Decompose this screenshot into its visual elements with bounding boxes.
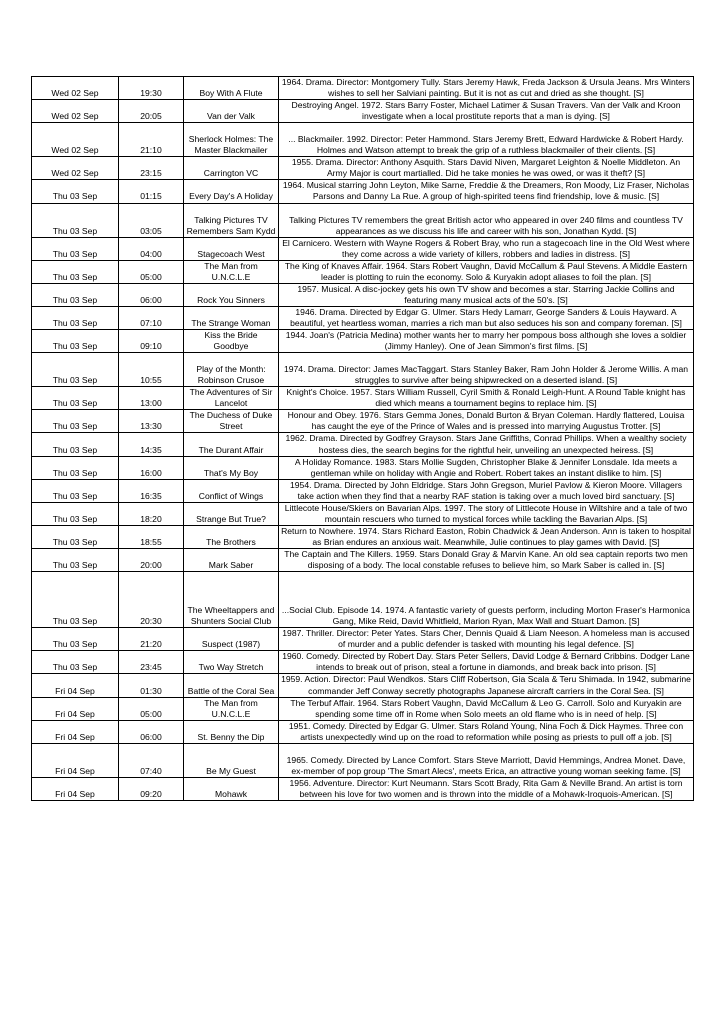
title-cell: Mohawk — [184, 777, 279, 800]
title-cell: St. Benny the Dip — [184, 720, 279, 743]
date-cell: Thu 03 Sep — [32, 651, 119, 674]
description-cell: 1951. Comedy. Directed by Edgar G. Ulmer. Stars Roland Young, Nina Foch & Dick Haymes. Three con artists unexpectedly wind up on the road to reformation while posing as priests to pull off a job. [S] — [279, 720, 694, 743]
date-cell: Thu 03 Sep — [32, 306, 119, 329]
schedule-row — [32, 697, 694, 720]
time-cell: 16:35 — [119, 479, 184, 502]
schedule-row — [32, 720, 694, 743]
description-cell: ...Social Club. Episode 14. 1974. A fantastic variety of guests perform, including Morton Fraser's Harmonica Gang, Mike Reid, David Whitfield, Marion Ryan, Max Wall and Stuart Damon. [S] — [279, 572, 694, 628]
time-cell: 21:20 — [119, 628, 184, 651]
date-cell: Thu 03 Sep — [32, 353, 119, 387]
title-cell: Battle of the Coral Sea — [184, 674, 279, 697]
time-cell: 04:00 — [119, 237, 184, 260]
time-cell: 01:30 — [119, 674, 184, 697]
schedule-row — [32, 479, 694, 502]
description-cell: 1960. Comedy. Directed by Robert Day. Stars Peter Sellers, David Lodge & Bernard Cribbins. Dodger Lane intends to break out of prison, steal a fortune in diamonds, and break back into prison. [S] — [279, 651, 694, 674]
schedule-row — [32, 203, 694, 237]
title-cell: The Man from U.N.C.L.E — [184, 260, 279, 283]
title-cell: The Durant Affair — [184, 433, 279, 456]
description-cell: Destroying Angel. 1972. Stars Barry Foster, Michael Latimer & Susan Travers. Van der Valk and Kroon investigate when a local prostitute reports that a man is dying. [S] — [279, 100, 694, 123]
schedule-row — [32, 283, 694, 306]
title-cell: Conflict of Wings — [184, 479, 279, 502]
schedule-row — [32, 572, 694, 628]
time-cell: 10:55 — [119, 353, 184, 387]
description-cell: The Terbuf Affair. 1964. Stars Robert Vaughn, David McCallum & Leo G. Carroll. Solo and Kuryakin are spending some time off in Rome when Solo meets an old flame who is in need of help. [S] — [279, 697, 694, 720]
date-cell: Thu 03 Sep — [32, 203, 119, 237]
title-cell: Two Way Stretch — [184, 651, 279, 674]
time-cell: 16:00 — [119, 456, 184, 479]
title-cell: Van der Valk — [184, 100, 279, 123]
title-cell: Kiss the Bride Goodbye — [184, 330, 279, 353]
date-cell: Fri 04 Sep — [32, 743, 119, 777]
schedule-row — [32, 260, 694, 283]
date-cell: Thu 03 Sep — [32, 479, 119, 502]
schedule-row — [32, 433, 694, 456]
time-cell: 18:20 — [119, 502, 184, 525]
description-cell: A Holiday Romance. 1983. Stars Mollie Sugden, Christopher Blake & Jennifer Lonsdale. Ida meets a gentleman while on holiday with Angie and Robert. Robert takes an instant dislike to him. [S] — [279, 456, 694, 479]
schedule-row — [32, 628, 694, 651]
title-cell: Stagecoach West — [184, 237, 279, 260]
date-cell: Wed 02 Sep — [32, 123, 119, 157]
title-cell: Mark Saber — [184, 548, 279, 571]
time-cell: 13:30 — [119, 410, 184, 433]
time-cell: 21:10 — [119, 123, 184, 157]
description-cell: 1987. Thriller. Director: Peter Yates. Stars Cher, Dennis Quaid & Liam Neeson. A homeless man is accused of murder and a public defender is tasked with mounting his legal defence. [S] — [279, 628, 694, 651]
title-cell: The Strange Woman — [184, 306, 279, 329]
description-cell: 1946. Drama. Directed by Edgar G. Ulmer. Stars Hedy Lamarr, George Sanders & Louis Hayward. A beautiful, yet heartless woman, marries a rich man but also seduces his son and company foreman. [S] — [279, 306, 694, 329]
schedule-row — [32, 502, 694, 525]
description-cell: 1954. Drama. Directed by John Eldridge. Stars John Gregson, Muriel Pavlow & Kieron Moore. Villagers take action when they find that a nearby RAF station is taking over a much loved bird sanctuary. [S] — [279, 479, 694, 502]
description-cell: Honour and Obey. 1976. Stars Gemma Jones, Donald Burton & Bryan Coleman. Hardly flattered, Louisa has caught the eye of the Prince of Wales and is pressed into marrying Augustus Trotter. [S] — [279, 410, 694, 433]
date-cell: Fri 04 Sep — [32, 777, 119, 800]
schedule-rows — [32, 77, 694, 801]
title-cell: Boy With A Flute — [184, 77, 279, 100]
schedule-row — [32, 353, 694, 387]
date-cell: Thu 03 Sep — [32, 260, 119, 283]
date-cell: Thu 03 Sep — [32, 502, 119, 525]
date-cell: Thu 03 Sep — [32, 548, 119, 571]
schedule-table — [31, 76, 694, 801]
date-cell: Thu 03 Sep — [32, 283, 119, 306]
description-cell: 1965. Comedy. Directed by Lance Comfort. Stars Steve Marriott, David Hemmings, Andrea Monet. Dave, ex-member of pop group 'The Smart Alecs', meets Erica, an attractive young woman seeking fame. [S] — [279, 743, 694, 777]
description-cell: 1944. Joan's (Patricia Medina) mother wants her to marry her pompous boss although she loves a soldier (Jimmy Hanley). One of Jean Simmon's first films. [S] — [279, 330, 694, 353]
date-cell: Wed 02 Sep — [32, 100, 119, 123]
date-cell: Thu 03 Sep — [32, 410, 119, 433]
description-cell: 1962. Drama. Directed by Godfrey Grayson. Stars Jane Griffiths, Conrad Phillips. When a wealthy society hostess dies, the search begins for the rightful heir, unveiling an unexpected heiress. [S] — [279, 433, 694, 456]
time-cell: 23:45 — [119, 651, 184, 674]
time-cell: 18:55 — [119, 525, 184, 548]
title-cell: Sherlock Holmes: The Master Blackmailer — [184, 123, 279, 157]
schedule-row — [32, 77, 694, 100]
schedule-row — [32, 100, 694, 123]
title-cell: The Man from U.N.C.L.E — [184, 697, 279, 720]
schedule-row — [32, 743, 694, 777]
description-cell: 1964. Drama. Director: Montgomery Tully. Stars Jeremy Hawk, Freda Jackson & Ursula Jeans. Mrs Winters wishes to sell her Salviani painting. But it is not as cut and dried as she thought. [S] — [279, 77, 694, 100]
description-cell: Knight's Choice. 1957. Stars William Russell, Cyril Smith & Ronald Leigh-Hunt. A Round Table knight has died which means a tournament begins to replace him. [S] — [279, 387, 694, 410]
schedule-row — [32, 387, 694, 410]
time-cell: 06:00 — [119, 720, 184, 743]
schedule-row — [32, 777, 694, 800]
date-cell: Wed 02 Sep — [32, 157, 119, 180]
time-cell: 19:30 — [119, 77, 184, 100]
date-cell: Thu 03 Sep — [32, 330, 119, 353]
description-cell: ... Blackmailer. 1992. Director: Peter Hammond. Stars Jeremy Brett, Edward Hardwicke & Robert Hardy. Holmes and Watson attempt to break the grip of a ruthless blackmailer of their clients. [S] — [279, 123, 694, 157]
date-cell: Fri 04 Sep — [32, 674, 119, 697]
schedule-row — [32, 180, 694, 203]
description-cell: The Captain and The Killers. 1959. Stars Donald Gray & Marvin Kane. An old sea captain reports two men disposing of a body. The local constable refuses to believe him, so Mark Saber is called in. [S] — [279, 548, 694, 571]
date-cell: Thu 03 Sep — [32, 180, 119, 203]
date-cell: Fri 04 Sep — [32, 697, 119, 720]
title-cell: Rock You Sinners — [184, 283, 279, 306]
time-cell: 07:40 — [119, 743, 184, 777]
date-cell: Thu 03 Sep — [32, 456, 119, 479]
title-cell: Suspect (1987) — [184, 628, 279, 651]
title-cell: Talking Pictures TV Remembers Sam Kydd — [184, 203, 279, 237]
schedule-row — [32, 157, 694, 180]
schedule-row — [32, 330, 694, 353]
time-cell: 09:20 — [119, 777, 184, 800]
description-cell: Littlecote House/Skiers on Bavarian Alps. 1997. The story of Littlecote House in Wiltshire and a tale of two mountain rescuers who turned to mystical forces while tackling the Bavarian Alps. [S] — [279, 502, 694, 525]
description-cell: 1956. Adventure. Director: Kurt Neumann. Stars Scott Brady, Rita Gam & Neville Brand. An artist is torn between his love for two women and is thrown into the middle of a Mohawk-Iroquois-American. [S] — [279, 777, 694, 800]
time-cell: 13:00 — [119, 387, 184, 410]
date-cell: Thu 03 Sep — [32, 433, 119, 456]
description-cell: 1957. Musical. A disc-jockey gets his own TV show and becomes a star. Starring Jackie Collins and featuring many musical acts of the 50's. [S] — [279, 283, 694, 306]
description-cell: 1955. Drama. Director: Anthony Asquith. Stars David Niven, Margaret Leighton & Noelle Middleton. An Army Major is court martialled. Did he take monies he was owed, or was it theft? [S] — [279, 157, 694, 180]
time-cell: 20:05 — [119, 100, 184, 123]
schedule-row — [32, 651, 694, 674]
title-cell: Carrington VC — [184, 157, 279, 180]
title-cell: Be My Guest — [184, 743, 279, 777]
time-cell: 06:00 — [119, 283, 184, 306]
description-cell: 1974. Drama. Director: James MacTaggart. Stars Stanley Baker, Ram John Holder & Jerome Willis. A man struggles to survive after being shipwrecked on a deserted island. [S] — [279, 353, 694, 387]
title-cell: The Wheeltappers and Shunters Social Club — [184, 572, 279, 628]
title-cell: Strange But True? — [184, 502, 279, 525]
schedule-row — [32, 410, 694, 433]
time-cell: 14:35 — [119, 433, 184, 456]
time-cell: 23:15 — [119, 157, 184, 180]
date-cell: Thu 03 Sep — [32, 237, 119, 260]
schedule-row — [32, 123, 694, 157]
schedule-row — [32, 525, 694, 548]
title-cell: That's My Boy — [184, 456, 279, 479]
title-cell: The Duchess of Duke Street — [184, 410, 279, 433]
time-cell: 20:30 — [119, 572, 184, 628]
date-cell: Fri 04 Sep — [32, 720, 119, 743]
date-cell: Wed 02 Sep — [32, 77, 119, 100]
time-cell: 20:00 — [119, 548, 184, 571]
description-cell: 1964. Musical starring John Leyton, Mike Sarne, Freddie & the Dreamers, Ron Moody, Liz Fraser, Nicholas Parsons and Danny La Rue. A group of high-spirited teens find friendship, love & music. [S] — [279, 180, 694, 203]
description-cell: Talking Pictures TV remembers the great British actor who appeared in over 240 films and countless TV appearances as we discuss his life and career with his son, Jonathan Kydd. [S] — [279, 203, 694, 237]
date-cell: Thu 03 Sep — [32, 525, 119, 548]
schedule-row — [32, 456, 694, 479]
time-cell: 09:10 — [119, 330, 184, 353]
time-cell: 05:00 — [119, 260, 184, 283]
description-cell: The King of Knaves Affair. 1964. Stars Robert Vaughn, David McCallum & Paul Stevens. A Middle Eastern leader is plotting to ruin the economy. Solo & Kuryakin adopt aliases to foil the plan. [S] — [279, 260, 694, 283]
time-cell: 01:15 — [119, 180, 184, 203]
description-cell: El Carnicero. Western with Wayne Rogers & Robert Bray, who run a stagecoach line in the Old West where they come across a wide variety of killers, robbers and ladies in distress. [S] — [279, 237, 694, 260]
date-cell: Thu 03 Sep — [32, 628, 119, 651]
schedule-row — [32, 306, 694, 329]
date-cell: Thu 03 Sep — [32, 572, 119, 628]
time-cell: 05:00 — [119, 697, 184, 720]
title-cell: The Brothers — [184, 525, 279, 548]
description-cell: Return to Nowhere. 1974. Stars Richard Easton, Robin Chadwick & Jean Anderson. Ann is taken to hospital as Brian endures an anxious wait. Meanwhile, Julie continues to play games with David. [S] — [279, 525, 694, 548]
schedule-row — [32, 548, 694, 571]
title-cell: Play of the Month: Robinson Crusoe — [184, 353, 279, 387]
time-cell: 07:10 — [119, 306, 184, 329]
schedule-row — [32, 237, 694, 260]
time-cell: 03:05 — [119, 203, 184, 237]
description-cell: 1959. Action. Director: Paul Wendkos. Stars Cliff Robertson, Gia Scala & Teru Shimada. In 1942, submarine commander Jeff Conway secretly photographs Japanese aircraft carriers in the Coral Sea. [S] — [279, 674, 694, 697]
date-cell: Thu 03 Sep — [32, 387, 119, 410]
schedule-row — [32, 674, 694, 697]
title-cell: Every Day's A Holiday — [184, 180, 279, 203]
title-cell: The Adventures of Sir Lancelot — [184, 387, 279, 410]
